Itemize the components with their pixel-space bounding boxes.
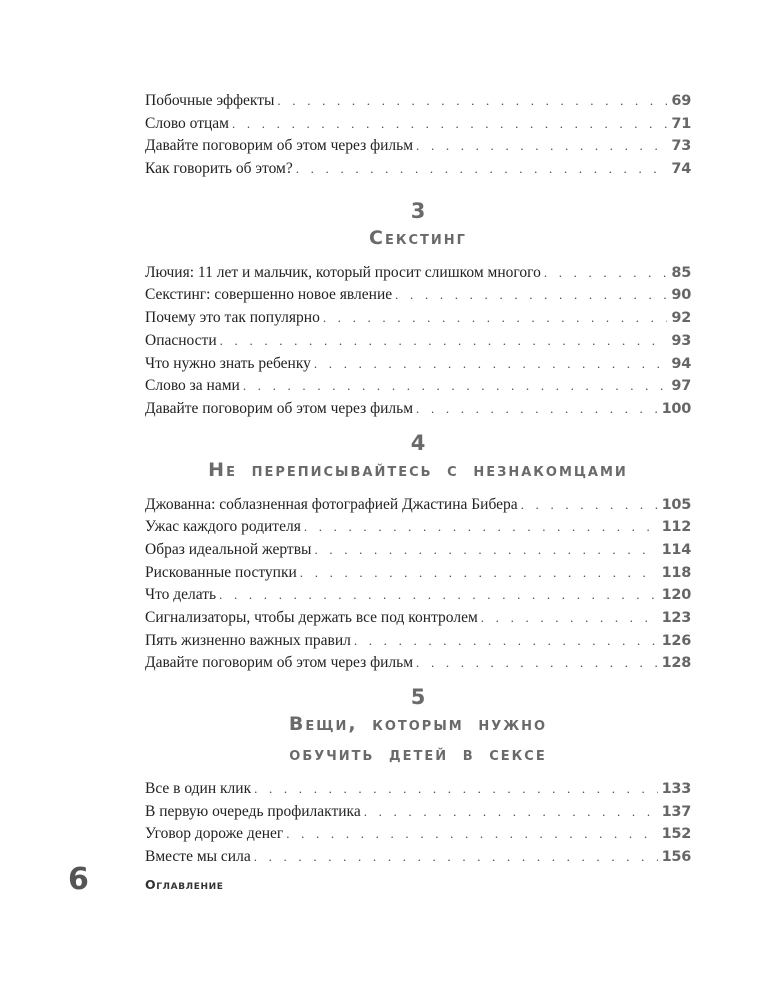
toc-entry-title: Ужас каждого родителя	[145, 518, 301, 536]
table-of-contents	[145, 90, 691, 869]
chapter-title: Секстинг	[369, 226, 467, 249]
dot-leader	[416, 652, 658, 675]
toc-entry-title: Давайте поговорим об этом через фильм	[145, 654, 414, 672]
dot-leader	[354, 630, 658, 653]
running-title: Оглавление	[145, 877, 224, 892]
toc-entry[interactable]	[145, 262, 691, 285]
dot-leader	[232, 113, 667, 136]
toc-entry-page: 105	[661, 496, 691, 513]
toc-entry[interactable]	[145, 778, 691, 801]
chapter-title: Не переписывайтесь с незнакомцами	[208, 458, 628, 481]
toc-entry[interactable]	[145, 307, 691, 330]
toc-entry-title: Опасности	[145, 331, 217, 349]
chapter-title-line-1: Вещи, которым нужно	[288, 713, 548, 736]
toc-entry-page: 97	[671, 378, 691, 395]
toc-entry-page: 92	[671, 310, 691, 327]
toc-entry-title: Как говорить об этом?	[145, 160, 293, 178]
toc-section-4	[145, 494, 691, 676]
toc-entry-page: 73	[671, 138, 691, 155]
dot-leader	[220, 330, 668, 353]
toc-entry-page: 156	[661, 849, 691, 866]
toc-entry[interactable]	[145, 584, 691, 607]
dot-leader	[395, 284, 667, 307]
dot-leader	[277, 90, 667, 113]
toc-entry[interactable]	[145, 823, 691, 846]
toc-entry-page: 126	[661, 632, 691, 649]
toc-entry-title: Слово за нами	[145, 377, 240, 395]
chapter-number: 5	[410, 685, 426, 710]
chapter-number: 3	[410, 198, 426, 223]
dot-leader	[416, 135, 667, 158]
toc-entry-page: 90	[671, 287, 691, 304]
dot-leader	[254, 846, 658, 869]
toc-entry[interactable]	[145, 113, 691, 136]
dot-leader	[521, 494, 658, 517]
toc-entry-title: Джованна: соблазненная фотографией Джастина Бибера	[145, 495, 518, 513]
toc-entry-page: 100	[661, 400, 691, 417]
toc-entry[interactable]	[145, 398, 691, 421]
toc-entry-title: Что делать	[145, 586, 217, 604]
toc-entry[interactable]	[145, 539, 691, 562]
dot-leader	[296, 158, 668, 181]
toc-entry-title: Рискованные поступки	[145, 563, 297, 581]
toc-entry[interactable]	[145, 90, 691, 113]
dot-leader	[300, 562, 658, 585]
page-number: 6	[68, 862, 89, 897]
toc-entry[interactable]	[145, 846, 691, 869]
toc-entry-title: Образ идеальной жертвы	[145, 540, 312, 558]
toc-entry[interactable]	[145, 494, 691, 517]
toc-entry-title: Давайте поговорим об этом через фильм	[145, 399, 414, 417]
toc-entry-page: 128	[661, 655, 691, 672]
chapter-heading-3	[145, 199, 691, 253]
toc-entry-page: 133	[661, 781, 691, 798]
toc-entry-page: 69	[671, 93, 691, 109]
toc-entry-title: Сигнализаторы, чтобы держать все под контролем	[145, 609, 478, 626]
toc-entry-title: Слово отцам	[145, 114, 229, 132]
toc-entry[interactable]	[145, 158, 691, 181]
toc-entry-page: 74	[671, 161, 691, 178]
toc-entry-page: 71	[671, 115, 691, 132]
dot-leader	[544, 262, 668, 285]
toc-entry[interactable]	[145, 284, 691, 307]
toc-entry[interactable]	[145, 330, 691, 353]
toc-entry-title: Все в один клик	[145, 780, 252, 798]
dot-leader	[481, 607, 658, 630]
toc-entry-page: 152	[661, 826, 691, 843]
toc-entry[interactable]	[145, 353, 691, 376]
toc-section-3	[145, 262, 691, 421]
toc-entry-title: Что нужно знать ребенку	[145, 354, 311, 372]
chapter-heading-4	[145, 431, 691, 485]
dot-leader	[304, 516, 658, 539]
dot-leader	[219, 584, 658, 607]
toc-entry-page: 112	[661, 519, 691, 536]
page-footer	[68, 862, 224, 897]
toc-section-continued	[145, 90, 691, 181]
dot-leader	[314, 353, 668, 376]
toc-entry-title: Лючия: 11 лет и мальчик, который просит слишком многого	[145, 263, 541, 281]
toc-entry[interactable]	[145, 801, 691, 824]
toc-entry[interactable]	[145, 375, 691, 398]
dot-leader	[314, 539, 657, 562]
dot-leader	[243, 375, 668, 398]
toc-entry-title: Побочные эффекты	[145, 92, 275, 109]
toc-entry-page: 123	[661, 610, 691, 626]
toc-entry[interactable]	[145, 652, 691, 675]
dot-leader	[323, 307, 668, 330]
chapter-heading-5	[145, 685, 691, 769]
toc-section-5	[145, 778, 691, 869]
dot-leader	[416, 398, 658, 421]
dot-leader	[286, 823, 657, 846]
toc-entry[interactable]	[145, 135, 691, 158]
toc-entry-page: 114	[661, 541, 691, 558]
dot-leader	[254, 778, 658, 801]
toc-entry-page: 137	[661, 803, 691, 820]
toc-entry[interactable]	[145, 607, 691, 630]
chapter-number: 4	[410, 430, 426, 455]
toc-entry-page: 85	[671, 264, 691, 281]
chapter-title-line-2: обучить детей в сексе	[289, 743, 547, 766]
toc-entry-title: Вместе мы сила	[145, 848, 251, 866]
toc-entry-title: Давайте поговорим об этом через фильм	[145, 137, 414, 155]
toc-entry-title: В первую очередь профилактика	[145, 802, 361, 820]
toc-entry-page: 120	[661, 587, 691, 604]
toc-entry-page: 118	[661, 564, 691, 581]
toc-entry-title: Уговор дороже денег	[145, 825, 284, 843]
toc-entry-title: Пять жизненно важных правил	[145, 631, 351, 649]
toc-entry-page: 93	[671, 332, 691, 349]
toc-entry[interactable]	[145, 516, 691, 539]
dot-leader	[364, 801, 658, 824]
toc-entry-title: Почему это так популярно	[145, 309, 320, 327]
toc-entry[interactable]	[145, 630, 691, 653]
toc-entry[interactable]	[145, 562, 691, 585]
toc-entry-title: Секстинг: совершенно новое явление	[145, 286, 393, 304]
toc-entry-page: 94	[671, 355, 691, 372]
